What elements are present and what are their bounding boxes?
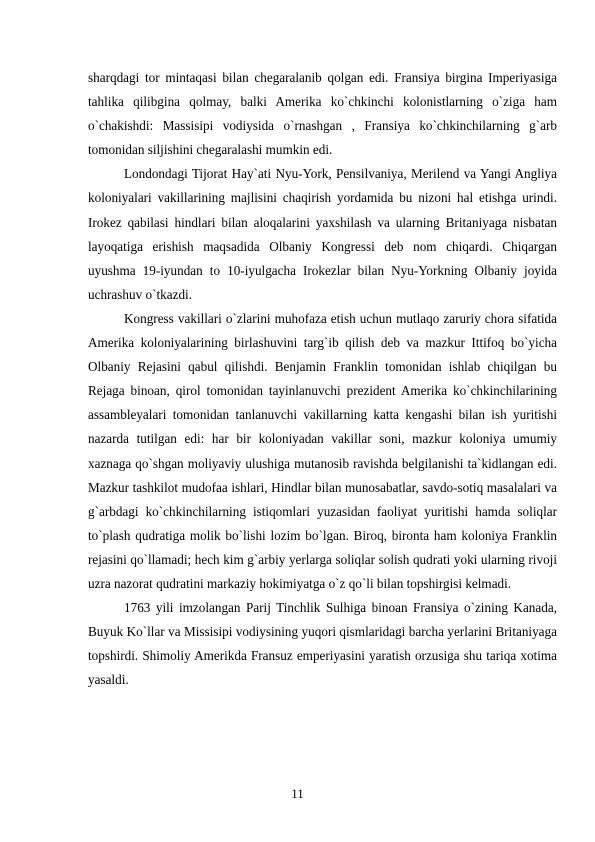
page-number: 11	[291, 786, 304, 801]
paragraph-3: Kongress vakillari o`zlarini muhofaza etish uchun mutlaqo zaruriy chora sifatida Amerika koloniyalarining birlashuvini targ`ib qilish deb va mazkur Ittifoq bo`yicha Olbaniy Rejasini qabul qilishdi. Benjamin Franklin tomonidan ishlab chiqilgan bu Rejaga binoan, qirol tomonidan tayinlanuvchi prezident Amerika ko`chkinchilarining assambleyalari tomonidan tanlanuvchi vakillarning katta kengashi bilan ish yuritishi nazarda tutilgan edi: har bir koloniyadan vakillar soni, mazkur koloniya umumiy xaznaga qo`shgan moliyaviy ulushiga mutanosib ravishda belgilanishi ta`kidlangan edi. Mazkur tashkilot mudofaa ishlari, Hindlar bilan munosabatlar, savdo-sotiq masalalari va g`arbdagi ko`chkinchilarning istiqomlari yuzasidan faoliyat yuritishi hamda soliqlar to`plash qudratiga molik bo`lishi lozim bo`lgan. Biroq, bironta ham koloniya Franklin rejasini qo`llamadi; hech kim g`arbiy yerlarga soliqlar solish qudrati yoki ularning rivoji uzra nazorat qudratini markaziy hokimiyatga o`z qo`li bilan topshirgisi kelmadi.	[88, 310, 557, 591]
body-text	[88, 66, 557, 692]
paragraph-2: Londondagi Tijorat Hay`ati Nyu-York, Pensilvaniya, Merilend va Yangi Angliya koloniyalari vakillarining majlisini chaqirish yordamida bu nizoni hal etishga urindi. Irokez qabilasi hindlari bilan aloqalarini yaxshilash va ularning Britaniyaga nisbatan layoqatiga erishish maqsadida Olbaniy Kongressi deb nom chiqardi. Chiqargan uyushma 19-iyundan to 10-iyulgacha Irokezlar bilan Nyu-Yorkning Olbaniy joyida uchrashuv o`tkazdi.	[88, 166, 557, 302]
paragraph-4: 1763 yili imzolangan Parij Tinchlik Sulhiga binoan Fransiya o`zining Kanada, Buyuk Ko`llar va Missisipi vodiysining yuqori qismlaridagi barcha yerlarini Britaniyaga topshirdi. Shimoliy Amerikda Fransuz emperiyasini yaratish orzusiga shu tariqa xotima yasaldi.	[88, 600, 557, 688]
paragraph-1: sharqdagi tor mintaqasi bilan chegaralanib qolgan edi. Fransiya birgina Imperiyasiga tahlika qilibgina qolmay, balki Amerika ko`chkinchi kolonistlarning o`ziga ham o`chakishdi: Massisipi vodiysida o`rnashgan , Fransiya ko`chkinchilarning g`arb tomonidan siljishini chegaralashi mumkin edi.	[88, 70, 557, 158]
